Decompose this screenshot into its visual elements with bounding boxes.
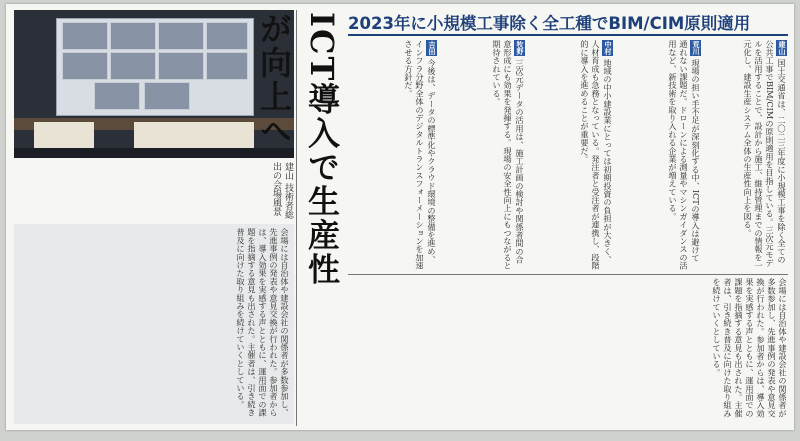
column-divider: [296, 10, 297, 426]
photo-caption: 建山 技術者総出の会場風景: [271, 162, 293, 219]
left-text: 会場には自治体や建設会社の関係者が多数参加し、先進事例の発表や意見交換が行われた。参加者からは、導入効果を実感する声とともに、運用面での課題を指摘する意見も出された。主催者は、引き続き普及に向けた取り組みを続けていくとしている。: [236, 228, 290, 417]
article-column: [530, 40, 614, 270]
video-tile: [110, 52, 156, 80]
headline: 2023年に小規模工事除く全工種でBIM/CIM原則適用: [348, 14, 751, 33]
newspaper-page: [6, 4, 794, 430]
video-tile: [144, 82, 190, 110]
vertical-title: ICT導入で生産性が向上へ: [255, 12, 341, 287]
section-text: 現場の担い手不足が深刻化する中、ICTの導入は避けて通れない課題だ。ドローンによる測量やマシンガイダンスの活用など、新技術を取り入れる企業が増えている。: [668, 40, 701, 270]
video-tile: [94, 82, 140, 110]
section-text: 三次元データの活用は、施工計画の検討や関係者間の合意形成にも効果を発揮する。現場の安全性向上にもつながると期待されている。: [492, 40, 525, 270]
article-column: [352, 40, 438, 270]
video-tile: [206, 52, 248, 80]
article-column: [442, 40, 526, 270]
panel-table: [34, 122, 94, 148]
section-text: 地域の中小建設業にとっては初期投資の負担が大きく、人材育成も急務となっている。発注者と受注者が連携し、段階的に導入を進めることが重要だ。: [580, 40, 613, 270]
video-tile: [62, 22, 108, 50]
section-kicker: 荒川: [692, 41, 700, 55]
lower-text: 会場には自治体や建設会社の関係者が多数参加し、先進事例の発表や意見交換が行われた。参加者からは、導入効果を実感する声とともに、運用面での課題を指摘する意見も出された。主催者は、引き続き普及に向けた取り組みを続けていくとしている。: [712, 278, 788, 418]
panel-table: [134, 122, 254, 148]
article-column: [618, 40, 702, 270]
lower-article-text: [348, 278, 788, 424]
section-kicker: 中村: [604, 41, 612, 55]
headline-rule: [348, 34, 788, 36]
section-kicker: 建山: [778, 41, 786, 55]
video-tile: [62, 52, 108, 80]
section-text: 今後は、データの標準化やクラウド環境の整備を進め、インフラ分野全体のデジタルトランスフォーメーションを加速させる方針だ。: [404, 40, 437, 270]
video-tile: [206, 22, 248, 50]
section-text: 国土交通省は、二〇二三年度に小規模工事を除く全ての公共工事でBIM/CIMの原則適用を目指している。三次元モデルを活用することで、設計から施工、維持管理までの情報を一元化し、建設生産システム全体の生産性向上を図る。: [743, 40, 787, 270]
left-article-text: [18, 228, 290, 420]
section-divider: [348, 274, 788, 275]
stage-floor: [14, 148, 294, 158]
section-kicker: 吉田: [428, 41, 436, 55]
video-tile: [158, 22, 204, 50]
video-tile: [158, 52, 204, 80]
article-column: [706, 40, 788, 270]
section-kicker: 牧野: [516, 41, 524, 55]
video-tile: [110, 22, 156, 50]
